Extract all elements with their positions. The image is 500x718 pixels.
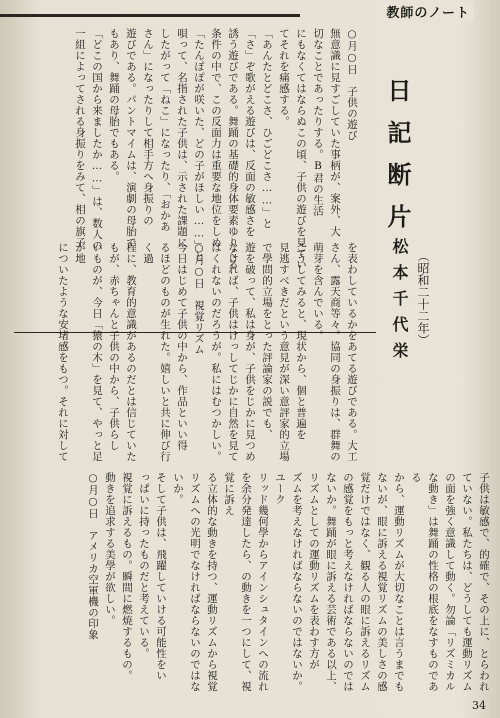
top-line-16: 「どこの国から来ましたか……」は、数人の [91, 28, 103, 251]
bottom-line-2: の面を強く意識して動く。勿論「リズミカル [444, 472, 456, 692]
mid-line-13: るほどのものが生れた。嬉しいと共に伸び行く過 [142, 242, 171, 462]
top-line-3: にもなくてはならぬこの頃、子供の遊びを見てい [295, 28, 307, 270]
mid-line-9: はくれないのだろうが。私にはむつかしい。 [210, 242, 222, 462]
top-line-12: したがって「ねこ」になったり、「おかあ [159, 28, 171, 232]
bottom-line-1: ていない。私たちは、どうしても運動リズム [461, 472, 473, 692]
mid-line-7: 遊を破って、私は身が、子供をじかに見つめ [244, 242, 256, 462]
bottom-line-8: ないか。舞踊が眼に訴える芸術である以上、 [325, 472, 337, 692]
article-title: 日記断片 [383, 78, 412, 246]
bottom-line-10: ズムを考えなければならないのではないか。ユーク [274, 472, 303, 692]
top-line-13: さん」になったりして相手方へ身振りの [142, 28, 154, 226]
bottom-line-17: っぱいに持ったものだと考えている。 [138, 472, 150, 659]
top-line-10: 「たんぽぽが咲いた、どの子がほしい……」と [193, 28, 205, 262]
bottom-line-4: から、運動リズムが大切なことは言うまでも [393, 472, 405, 692]
bottom-line-15: いか。 [172, 472, 184, 505]
top-line-1: 無意識に見すごしていた事柄が、案外、大 [329, 28, 341, 237]
bottom-line-12: を余分発達したら、の動きを一つにして、視覚に訴え [223, 472, 252, 692]
article-author: 松本千代栄 [390, 238, 409, 368]
top-line-11: 唄って、名指された子供は、示された課題に [176, 28, 188, 248]
mid-line-2: 萌芽を含んでいる。 [312, 242, 324, 341]
mid-line-8: なければ、子供はけっしてじかに自然を見て [227, 242, 239, 462]
bottom-line-18: 視覚に訴えるもの。瞬間に燃焼するもの。 [121, 472, 133, 681]
mid-line-16: いものが、今日「猿の木」を見て、やっと足が地 [74, 242, 103, 462]
bottom-line-9: リズムとしての運動リズムを表わす方が [308, 472, 320, 670]
header-title: 教師のノート [382, 2, 474, 21]
column-middle [40, 242, 360, 470]
top-line-8: 条件の中で、この反面力は重要な地位をしめ [210, 28, 222, 248]
mid-line-17: についたような安堵感をもつ。それに対して [57, 242, 69, 462]
bottom-line-11: リッド幾何學からアインシュタインへの流れ [257, 472, 269, 692]
bottom-line-13: る立体的な動きを持つ、運動リズムから視覚 [206, 472, 218, 692]
top-line-15: もあり、舞踊の母胎でもある。 [108, 28, 120, 182]
bottom-line-6: 覚だけではなく、観る人の眼に訴えるリズム [359, 472, 371, 692]
mid-line-5: 見逃すべきだという意見が深い意評家的立場 [278, 242, 290, 462]
page-header [0, 0, 500, 24]
top-line-6: 「さ」ぞ歌がえる遊びは、反面の敏感さを [244, 28, 256, 237]
top-line-17: 一組によってされる身振りをみて、相の旗子 [74, 28, 86, 248]
column-bottom [16, 472, 492, 692]
page-number: 34 [472, 699, 486, 712]
bottom-line-16: そして子供は、飛躍していける可能性をい [155, 472, 167, 681]
bottom-line-14: リズムへの光明でなければならないのではな [189, 472, 201, 692]
bottom-line-3: な動き」は舞踊の性格の根底をなすものである [410, 472, 439, 692]
mid-line-4: こうしてみると、現状から、個と普遍を [295, 242, 307, 440]
bottom-line-5: ないが、眼に訴える視覚リズムの美しさの感 [376, 472, 388, 692]
top-line-2: 切なことであったりする。B君の生活 [312, 28, 324, 217]
mid-line-12: 今日はじめて子供の中から、作品といい得 [176, 242, 188, 451]
top-line-7: 誘う遊びである。舞踊の基礎的身体要素ゆりくる [227, 28, 239, 270]
mid-line-6: で學問的立場をとった評論家の説でも、 [261, 242, 273, 440]
top-line-4: てそれを痛感する。 [278, 28, 290, 127]
top-line-14: 遊びである。パントマイムは、演劇の母胎で [125, 28, 137, 248]
mid-line-1: さん、露天商等々。協同の身振りは、群舞の [329, 242, 341, 462]
bottom-line-19: 動きを追求する美學が欲しい。 [104, 472, 116, 626]
mid-line-14: 程に、教育的意識があるのだとは信じていた [125, 242, 137, 462]
bottom-line-7: の感覚をもっと考えなければならないのでは [342, 472, 354, 692]
article-date: （昭和二十二年） [416, 250, 430, 346]
mid-line-0: を表わしているかをあてる遊びである。大工 [346, 242, 358, 462]
mid-line-11: ○月○日 視覚リズム [193, 242, 205, 355]
top-line-0: ○月○日 子供の遊び [346, 28, 358, 141]
bottom-line-21: ○月○日 アメリカ空軍機の印象 [87, 472, 99, 640]
mid-line-15: もが、赤ちゃんと子供の中から、子供らし [108, 242, 120, 451]
header-rule [0, 14, 300, 17]
top-line-5: 「あんたとどこさ、ひごどこさ……」と [261, 28, 273, 229]
bottom-line-0: 子供は敏感で、的確で、その上に、とらわれ [478, 472, 490, 692]
